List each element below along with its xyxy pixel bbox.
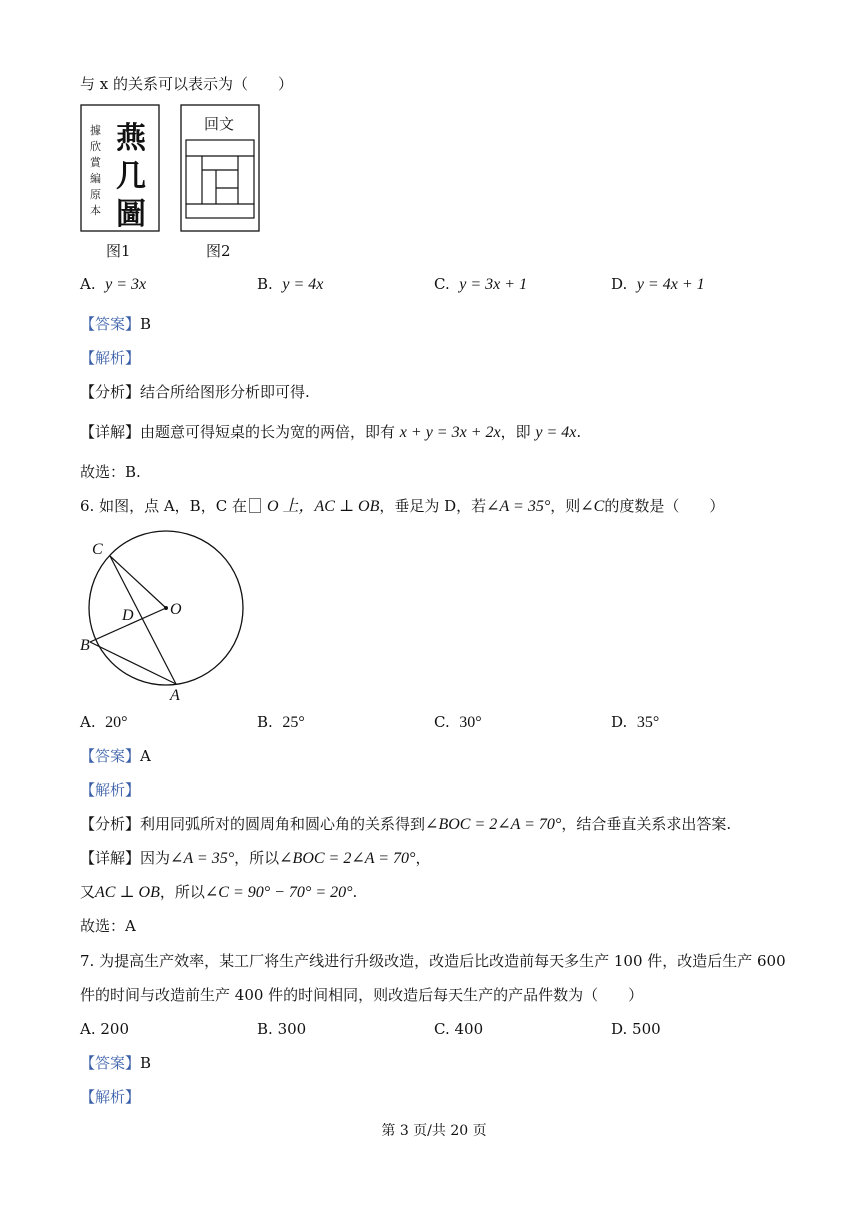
point-o-label: O — [170, 601, 182, 618]
q6-option-d: D. 35° — [611, 713, 660, 731]
q7-option-d: D. 500 — [611, 1020, 661, 1038]
q5-option-a: A. y = 3x — [80, 275, 147, 293]
q7-option-b: B. 300 — [257, 1020, 307, 1038]
fig1-small-char: 本 — [90, 205, 101, 217]
q5-answer: 【答案】B — [80, 315, 152, 333]
q6-analysis-heading: 【解析】 — [80, 781, 141, 799]
figure-2-caption: 图2 — [206, 242, 231, 260]
figure-1-caption: 图1 — [106, 242, 131, 260]
q5-fenxi: 【分析】结合所给图形分析即可得. — [80, 383, 310, 401]
figure-2-huiwen — [180, 104, 262, 238]
q6-answer: 【答案】A — [80, 747, 151, 765]
q6-circle-figure — [74, 530, 254, 709]
q7-stem-line1: 7. 为提高生产效率，某工厂将生产线进行升级改造，改造后比改造前每天多生产 100 件，改造后生产 600 — [80, 952, 786, 970]
q6-choose: 故选：A — [80, 917, 136, 935]
fig1-big-char: 几 — [116, 160, 146, 193]
point-c-label: C — [92, 541, 103, 558]
fig1-small-char: 賞 — [90, 157, 101, 169]
q6-option-c: C. 30° — [434, 713, 482, 731]
point-b-label: B — [80, 637, 90, 654]
q7-option-a: A. 200 — [80, 1020, 130, 1038]
q5-choose: 故选：B. — [80, 463, 141, 481]
q6-stem: 6. 如图，点 A，B，C 在 O 上，AC ⊥ OB，垂足为 D，若∠A = 35°，则∠C的度数是（ ） — [80, 497, 725, 515]
q7-answer: 【答案】B — [80, 1054, 152, 1072]
q5-analysis-heading: 【解析】 — [80, 349, 141, 367]
fig1-big-char: 圖 — [116, 198, 146, 231]
point-d-label: D — [122, 607, 134, 624]
q6-xiangjie-line2: 又AC ⊥ OB，所以∠C = 90° − 70° = 20°. — [80, 883, 358, 901]
q5-stem-tail: 与 x 的关系可以表示为（ ） — [80, 75, 293, 93]
q5-option-c: C. y = 3x + 1 — [434, 275, 528, 293]
fig1-small-char: 原 — [90, 189, 101, 201]
q6-xiangjie: 【详解】因为∠A = 35°，所以∠BOC = 2∠A = 70°， — [80, 849, 431, 867]
q7-option-c: C. 400 — [434, 1020, 484, 1038]
q5-option-b: B. y = 4x — [257, 275, 324, 293]
fig2-title: 回文 — [204, 117, 235, 133]
q6-option-b: B. 25° — [257, 713, 305, 731]
circle-symbol-icon — [249, 498, 261, 513]
fig1-big-char: 燕 — [116, 122, 146, 155]
q5-option-d: D. y = 4x + 1 — [611, 275, 705, 293]
fig1-small-char: 據 — [90, 125, 101, 137]
q6-fenxi: 【分析】利用同弧所对的圆周角和圆心角的关系得到∠BOC = 2∠A = 70°，结合垂直关系求出答案. — [80, 815, 732, 833]
figure-1-yanji-cover — [80, 104, 162, 238]
q5-xiangjie: 【详解】由题意可得短桌的长为宽的两倍，即有 x + y = 3x + 2x，即 y = 4x. — [80, 423, 582, 441]
point-a-label: A — [170, 687, 180, 704]
fig1-small-char: 編 — [90, 173, 101, 185]
q7-stem-line2: 件的时间与改造前生产 400 件的时间相同，则改造后每天生产的产品件数为（ ） — [80, 986, 644, 1004]
fig1-small-char: 欣 — [90, 141, 101, 153]
page-footer: 第 3 页/共 20 页 — [381, 1123, 487, 1139]
q7-analysis-heading: 【解析】 — [80, 1088, 141, 1106]
q6-option-a: A. 20° — [80, 713, 128, 731]
